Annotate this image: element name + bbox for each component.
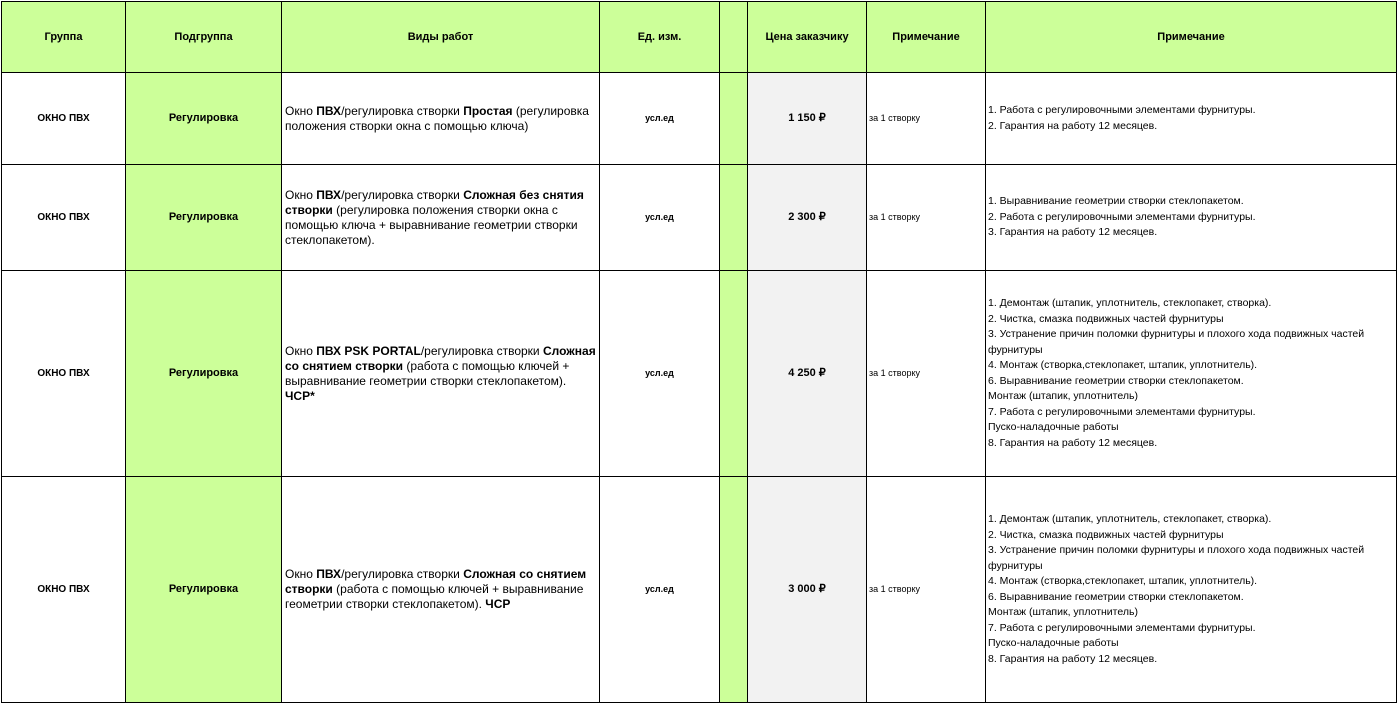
work-text: /регулировка створки bbox=[341, 567, 464, 581]
cell-subgroup: Регулировка bbox=[126, 477, 282, 703]
cell-blank bbox=[720, 271, 748, 477]
cell-unit: усл.ед bbox=[600, 477, 720, 703]
price-table bbox=[1, 1, 1397, 703]
header-subgroup: Подгруппа bbox=[126, 2, 282, 73]
cell-price: 1 150 ₽ bbox=[748, 73, 867, 165]
cell-details bbox=[986, 477, 1397, 703]
work-text: Окно bbox=[285, 343, 317, 358]
cell-details bbox=[986, 73, 1397, 165]
detail-line: 1. Работа с регулировочными элементами фурнитуры. bbox=[988, 104, 1256, 116]
detail-line: 8. Гарантия на работу 12 месяцев. bbox=[988, 652, 1158, 665]
work-text: (работа с помощью ключей + выравнивание геометрии створки стеклопакетом). bbox=[285, 358, 570, 388]
work-text-bold: Сложная со снятием створки bbox=[285, 343, 596, 373]
work-text: (регулировка положения створки окна с помощью ключа) bbox=[285, 103, 589, 133]
work-text-bold: Простая bbox=[463, 103, 513, 118]
cell-unit: усл.ед bbox=[600, 73, 720, 165]
cell-details bbox=[986, 165, 1397, 271]
detail-line: 2. Чистка, смазка подвижных частей фурнитуры bbox=[988, 528, 1224, 541]
work-text-bold: ПВХ bbox=[316, 187, 342, 202]
cell-blank bbox=[720, 477, 748, 703]
work-text-bold: ПВХ bbox=[316, 103, 342, 118]
work-text-bold: Сложная без снятия створки bbox=[285, 187, 584, 217]
header-note: Примечание bbox=[867, 2, 986, 73]
work-text: Окно bbox=[285, 187, 317, 202]
work-text: /регулировка створки bbox=[420, 343, 543, 358]
cell-price: 2 300 ₽ bbox=[748, 165, 867, 271]
detail-line: 1. Демонтаж (штапик, уплотнитель, стеклопакет, створка). bbox=[988, 513, 1272, 525]
cell-work-description bbox=[282, 477, 600, 703]
table-row bbox=[2, 477, 1397, 703]
header-blank bbox=[720, 2, 748, 73]
cell-subgroup: Регулировка bbox=[126, 271, 282, 477]
cell-note: за 1 створку bbox=[867, 271, 986, 477]
header-price: Цена заказчику bbox=[748, 2, 867, 73]
header-unit: Ед. изм. bbox=[600, 2, 720, 73]
detail-line: 8. Гарантия на работу 12 месяцев. bbox=[988, 436, 1158, 449]
work-text-bold: ЧСР* bbox=[285, 388, 315, 403]
work-text: (регулировка положения створки окна с помощью ключа + выравнивание геометрии створки стеклопакетом). bbox=[285, 202, 578, 247]
cell-price: 3 000 ₽ bbox=[748, 477, 867, 703]
work-text-bold: ПВХ PSK PORTAL bbox=[316, 343, 421, 358]
cell-work-description bbox=[282, 73, 600, 165]
detail-line: 3. Устранение причин поломки фурнитуры и плохого хода подвижных частей фурнитуры bbox=[988, 328, 1368, 356]
work-text: /регулировка створки bbox=[341, 187, 464, 202]
cell-subgroup: Регулировка bbox=[126, 165, 282, 271]
cell-group: ОКНО ПВХ bbox=[2, 73, 126, 165]
detail-line: 1. Выравнивание геометрии створки стеклопакетом. bbox=[988, 195, 1244, 208]
cell-group: ОКНО ПВХ bbox=[2, 271, 126, 477]
table-row bbox=[2, 73, 1397, 165]
cell-group: ОКНО ПВХ bbox=[2, 165, 126, 271]
cell-unit: усл.ед bbox=[600, 165, 720, 271]
cell-unit: усл.ед bbox=[600, 271, 720, 477]
cell-work-description bbox=[282, 271, 600, 477]
cell-note: за 1 створку bbox=[867, 165, 986, 271]
work-text: /регулировка створки bbox=[341, 103, 464, 118]
detail-line: Монтаж (штапик, уплотнитель) bbox=[988, 606, 1138, 618]
work-text-bold: ЧСР bbox=[485, 597, 511, 611]
cell-work-description bbox=[282, 165, 600, 271]
table-row bbox=[2, 271, 1397, 477]
detail-line: Пуско-наладочные работы bbox=[988, 421, 1119, 433]
detail-line: 3. Гарантия на работу 12 месяцев. bbox=[988, 226, 1158, 239]
work-text-bold: ПВХ bbox=[316, 567, 342, 581]
cell-blank bbox=[720, 73, 748, 165]
header-note-details: Примечание bbox=[986, 2, 1397, 73]
table-header-row bbox=[2, 2, 1397, 73]
cell-note: за 1 створку bbox=[867, 477, 986, 703]
cell-details bbox=[986, 271, 1397, 477]
cell-note: за 1 створку bbox=[867, 73, 986, 165]
detail-line: Пуско-наладочные работы bbox=[988, 637, 1119, 649]
header-work-types: Виды работ bbox=[282, 2, 600, 73]
detail-line: 2. Работа с регулировочными элементами фурнитуры. bbox=[988, 210, 1256, 223]
cell-subgroup: Регулировка bbox=[126, 73, 282, 165]
detail-line: 4. Монтаж (створка,стеклопакет, штапик, уплотнитель). bbox=[988, 359, 1258, 371]
detail-line: Монтаж (штапик, уплотнитель) bbox=[988, 390, 1138, 402]
work-text: Окно bbox=[285, 567, 317, 581]
cell-price: 4 250 ₽ bbox=[748, 271, 867, 477]
work-text-bold: Сложная со снятием створки bbox=[285, 567, 587, 596]
header-group: Группа bbox=[2, 2, 126, 73]
detail-line: 7. Работа с регулировочными элементами фурнитуры. bbox=[988, 621, 1256, 634]
detail-line: 6. Выравнивание геометрии створки стеклопакетом. bbox=[988, 374, 1244, 387]
detail-line: 1. Демонтаж (штапик, уплотнитель, стеклопакет, створка). bbox=[988, 297, 1272, 309]
cell-group: ОКНО ПВХ bbox=[2, 477, 126, 703]
table-row bbox=[2, 165, 1397, 271]
work-text: Окно bbox=[285, 103, 317, 118]
detail-line: 4. Монтаж (створка,стеклопакет, штапик, уплотнитель). bbox=[988, 575, 1258, 587]
detail-line: 2. Чистка, смазка подвижных частей фурнитуры bbox=[988, 312, 1224, 325]
detail-line: 6. Выравнивание геометрии створки стеклопакетом. bbox=[988, 590, 1244, 603]
detail-line: 3. Устранение причин поломки фурнитуры и плохого хода подвижных частей фурнитуры bbox=[988, 544, 1368, 572]
detail-line: 7. Работа с регулировочными элементами фурнитуры. bbox=[988, 405, 1256, 418]
detail-line: 2. Гарантия на работу 12 месяцев. bbox=[988, 119, 1158, 132]
work-text: (работа с помощью ключей + выравнивание геометрии створки стеклопакетом). bbox=[285, 582, 584, 611]
cell-blank bbox=[720, 165, 748, 271]
